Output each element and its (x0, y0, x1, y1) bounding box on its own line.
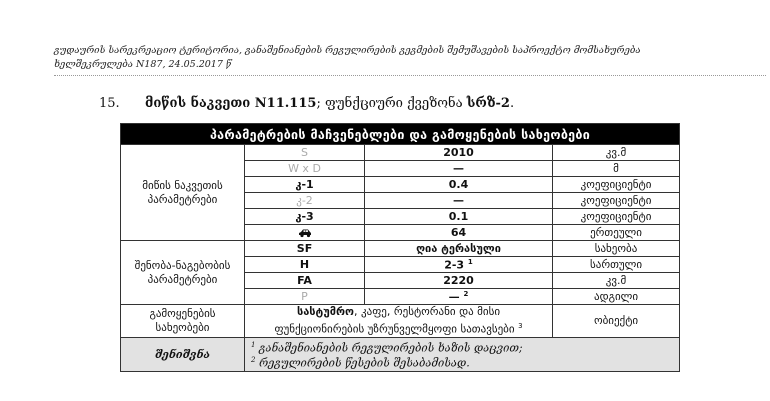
car-parking-icon (298, 228, 312, 238)
param-abbr: H (245, 257, 365, 273)
param-unit: სახეობა (553, 241, 680, 257)
param-unit: ადგილი (553, 289, 680, 305)
header-divider (54, 75, 766, 76)
param-unit: კოეფიციენტი (553, 209, 680, 225)
param-unit: კვ.მ (553, 145, 680, 161)
notes-text (245, 337, 680, 371)
param-value: ღია ტერასული (365, 241, 553, 257)
section-title (99, 96, 719, 111)
document-header (54, 44, 754, 72)
param-abbr: SF (245, 241, 365, 257)
param-abbr: W x D (245, 161, 365, 177)
param-abbr: FA (245, 273, 365, 289)
group-land-parameters: მიწის ნაკვეთის პარამეტრები (121, 145, 245, 241)
group-use-types: გამოყენების სახეობები (121, 305, 245, 338)
param-value: 0.4 (365, 177, 553, 193)
param-abbr (245, 225, 365, 241)
parameters-table (120, 123, 680, 372)
param-unit: კოეფიციენტი (553, 193, 680, 209)
param-value: — $^2$ (365, 289, 553, 305)
param-abbr: P (245, 289, 365, 305)
section-title-parcel: მიწის ნაკვეთი N11.115 (145, 96, 317, 111)
table-row (121, 305, 680, 338)
param-abbr: S (245, 145, 365, 161)
section-title-middle: ; ფუნქციური ქვეზონა (316, 96, 467, 111)
header-line-1: გუდაურის სარეკრეაციო ტერიტორია, განაშენიანების რეგულირების გეგმების შემუშავების საპროექტო მომსახურება (54, 45, 641, 56)
use-types-value: სასტუმრო, კაფე, რესტორანი და მისი ფუნქციონირების უზრუნველმყოფი სათავსები $^3$ (245, 305, 553, 338)
param-unit: ერთეული (553, 225, 680, 241)
header-line-2: ხელშეკრულება N187, 24.05.2017 წ (54, 59, 232, 70)
param-value: 2-3 $^1$ (365, 257, 553, 273)
section-number: 15. (99, 96, 120, 111)
notes-label: შენიშვნა (121, 337, 245, 371)
param-abbr: კ-1 (245, 177, 365, 193)
param-value: — (365, 193, 553, 209)
group-building-parameters: შენობა-ნაგებობის პარამეტრები (121, 241, 245, 305)
notes-row (121, 337, 680, 371)
table-row (121, 145, 680, 161)
note-2: $^2$ რეგულირების წესების შესაბამისად. (251, 356, 470, 370)
param-value: 0.1 (365, 209, 553, 225)
note-1: $^1$ განაშენიანების რეგულირების ხაზის დაცვით; (251, 340, 523, 355)
param-abbr: კ-3 (245, 209, 365, 225)
section-title-end: . (509, 96, 515, 111)
param-unit: სართული (553, 257, 680, 273)
param-value: 2220 (365, 273, 553, 289)
use-types-unit: ობიექტი (553, 305, 680, 338)
param-value: — (365, 161, 553, 177)
param-value: 64 (365, 225, 553, 241)
param-unit: მ (553, 161, 680, 177)
param-value: 2010 (365, 145, 553, 161)
section-title-zone: სრზ-2 (466, 96, 510, 111)
param-unit: კოეფიციენტი (553, 177, 680, 193)
table-title: პარამეტრების მაჩვენებლები და გამოყენების სახეობები (121, 124, 680, 145)
param-abbr: კ-2 (245, 193, 365, 209)
param-unit: კვ.მ (553, 273, 680, 289)
table-row (121, 241, 680, 257)
